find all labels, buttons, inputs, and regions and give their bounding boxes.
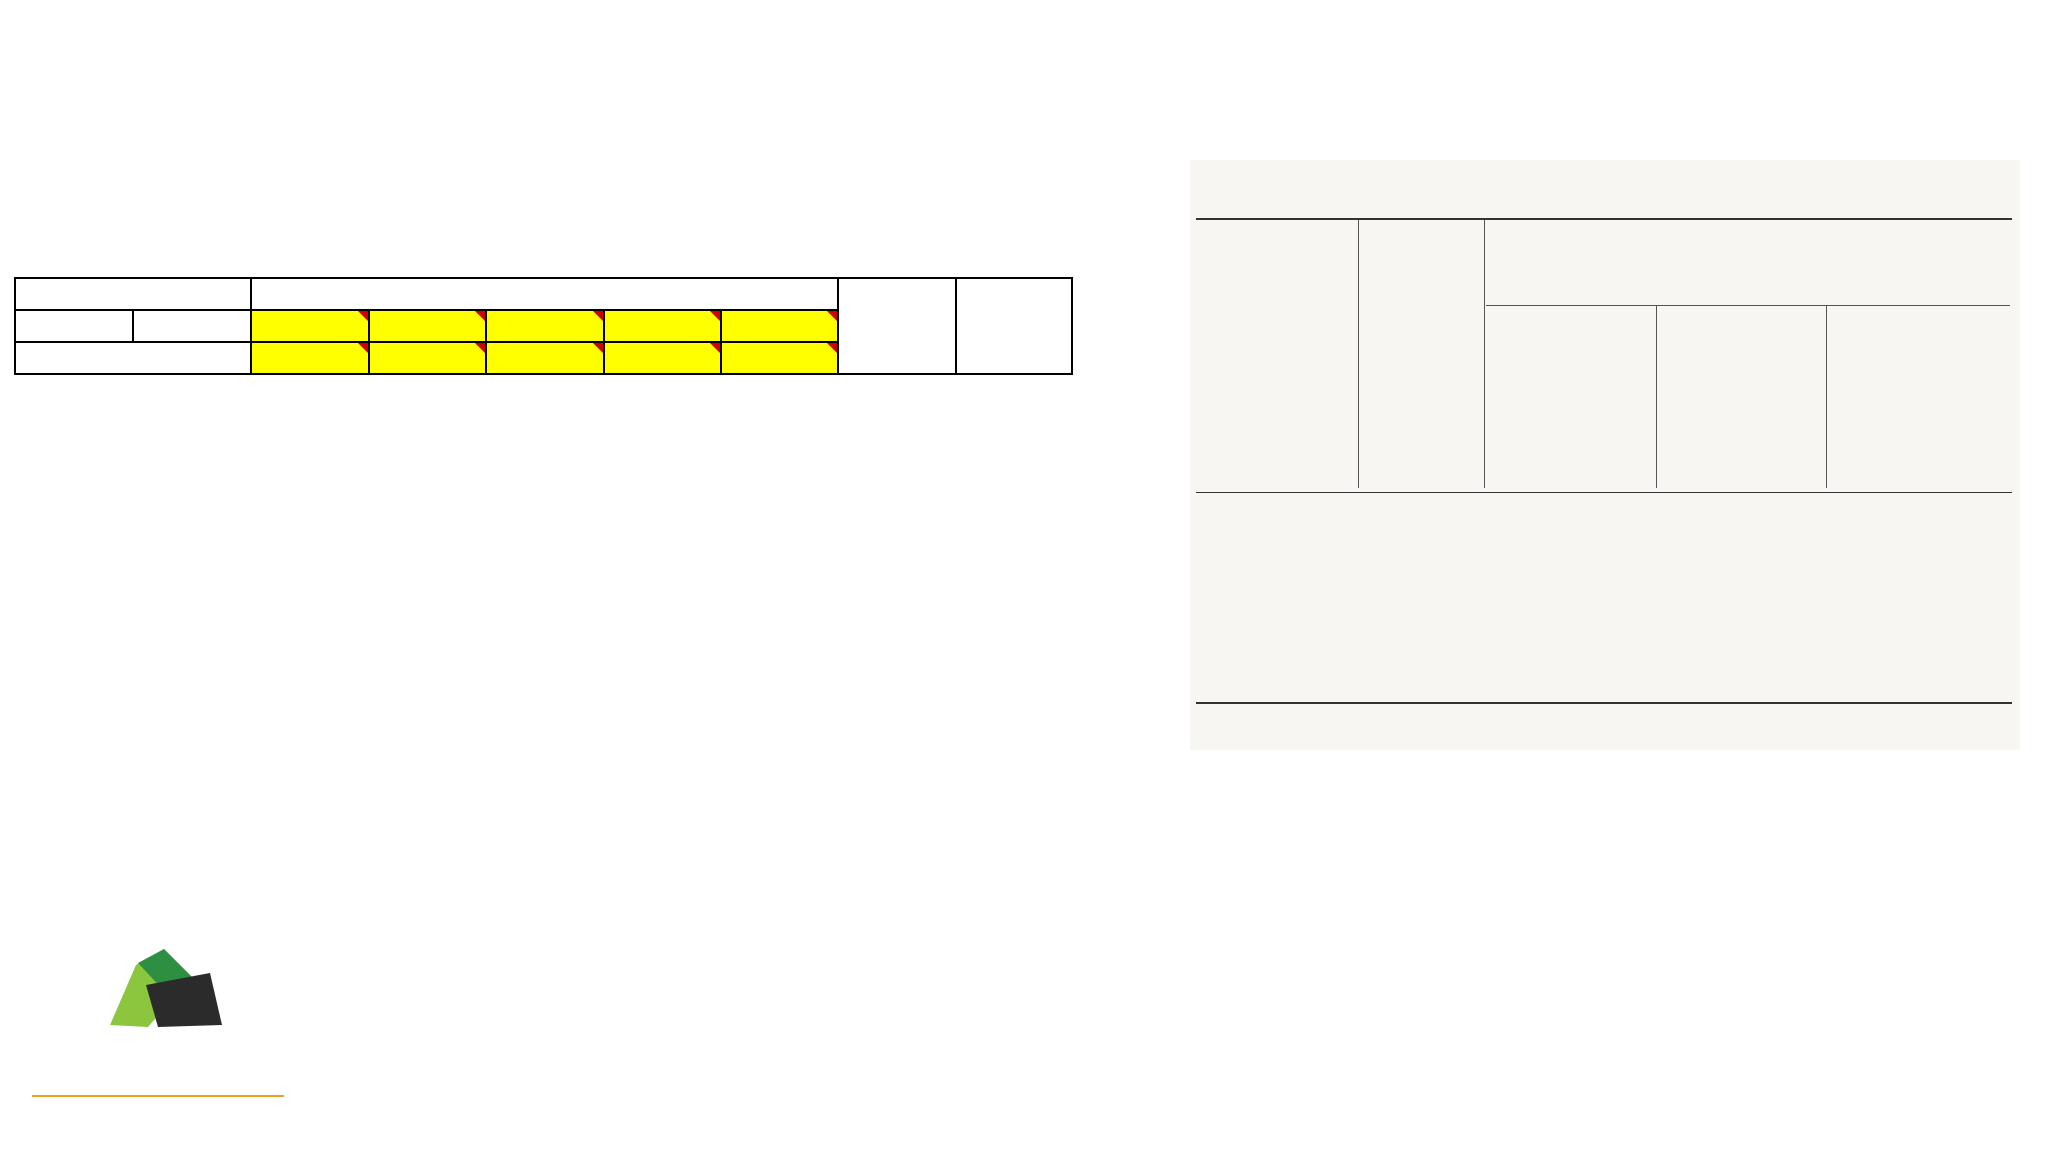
pcu-factor-label (15, 342, 251, 374)
class-bus (604, 310, 721, 342)
class-car (251, 310, 369, 342)
logo-divider (32, 1095, 284, 1097)
divider (1358, 220, 1359, 488)
factor-mtw (486, 342, 604, 374)
divider (1196, 702, 2012, 704)
logo-mark-icon (100, 945, 250, 1027)
peak-hour-traffic-table (14, 277, 1073, 375)
class-ar (369, 310, 486, 342)
factor-car (251, 342, 369, 374)
irc-capacity-table (1190, 160, 2020, 750)
total-vehicles-header (838, 278, 956, 374)
divider (1196, 492, 2012, 493)
divider (1656, 306, 1657, 488)
divider (1196, 218, 2012, 220)
time-header (15, 278, 251, 310)
vehicle-class-header (251, 278, 838, 310)
divider (1484, 220, 1485, 488)
from-header (15, 310, 133, 342)
divider (1486, 305, 2010, 306)
to-header (133, 310, 251, 342)
class-mtw (486, 310, 604, 342)
factor-lcv (721, 342, 838, 374)
total-pcu-header (956, 278, 1072, 374)
divider (1826, 306, 1827, 488)
factor-ar (369, 342, 486, 374)
company-logo (28, 945, 318, 1125)
factor-bus (604, 342, 721, 374)
class-lcv (721, 310, 838, 342)
